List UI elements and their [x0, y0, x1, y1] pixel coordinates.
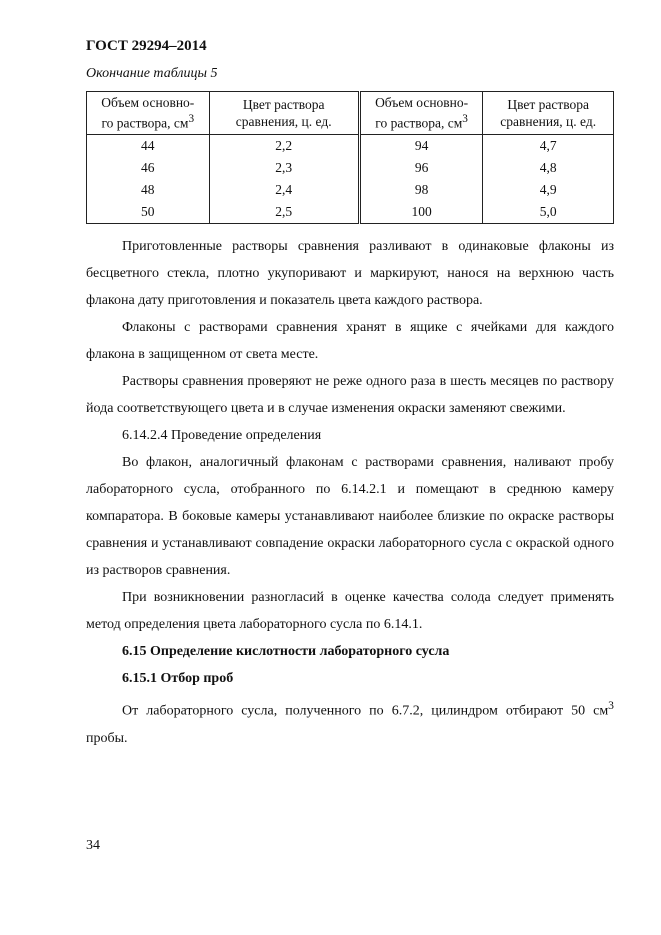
- header-line: Цвет раствора: [507, 96, 590, 112]
- table-cell: 2,5: [209, 201, 359, 224]
- header-cell: [87, 92, 210, 135]
- header-cell: [483, 92, 614, 135]
- table-cell: 48: [87, 179, 210, 201]
- table-cell: 2,4: [209, 179, 359, 201]
- table-cell: 44: [87, 134, 210, 157]
- table-cell: 4,7: [483, 134, 614, 157]
- paragraph: [86, 692, 614, 752]
- section-heading: 6.15 Определение кислотности лабораторного сусла: [122, 644, 450, 659]
- paragraph: При возникновении разногласий в оценке качества солода следует применять метод определения цвета лабораторного сусла по 6.14.1.: [86, 590, 614, 632]
- table-cell: 5,0: [483, 201, 614, 224]
- table-cell: 46: [87, 157, 210, 179]
- table-caption: Окончание таблицы 5: [86, 66, 218, 81]
- table-5: [86, 91, 614, 224]
- document-header: ГОСТ 29294–2014: [86, 38, 207, 54]
- header-line: го раствора, см: [101, 115, 189, 131]
- body-text: [86, 233, 614, 752]
- paragraph: Приготовленные растворы сравнения разливают в одинаковые флаконы из бесцветного стекла, плотно укупоривают и маркируют, нанося на верхнюю часть флакона дату приготовления и показатель цвета каждого раствора.: [86, 239, 614, 308]
- header-line: Цвет раствора: [242, 96, 325, 112]
- page-number: 34: [86, 838, 100, 853]
- table-cell: 4,8: [483, 157, 614, 179]
- table-row: [87, 157, 614, 179]
- header-line: сравнения, ц. ед.: [500, 113, 597, 129]
- paragraph: Флаконы с растворами сравнения хранят в ящике с ячейками для каждого флакона в защищенном от света месте.: [86, 320, 614, 362]
- header-cell: [359, 92, 483, 135]
- table-cell: 4,9: [483, 179, 614, 201]
- table-cell: 100: [359, 201, 483, 224]
- table-cell: 96: [359, 157, 483, 179]
- table-row: [87, 134, 614, 157]
- subsection-heading: 6.14.2.4 Проведение определения: [122, 428, 322, 443]
- header-line: го раствора, см: [375, 115, 463, 131]
- superscript: 3: [608, 699, 614, 712]
- table-cell: 2,2: [209, 134, 359, 157]
- subsection-heading: 6.15.1 Отбор проб: [122, 671, 234, 686]
- header-sup: 3: [188, 113, 195, 125]
- header-line: Объем основно-: [101, 95, 195, 110]
- header-cell: [209, 92, 359, 135]
- table-row: [87, 201, 614, 224]
- paragraph-text: От лабораторного сусла, полученного по 6.7.2, цилиндром отбирают 50 см: [122, 703, 609, 719]
- table-cell: 98: [359, 179, 483, 201]
- table-cell: 50: [87, 201, 210, 224]
- header-line: сравнения, ц. ед.: [235, 113, 332, 129]
- header-line: Объем основно-: [375, 95, 469, 110]
- table-cell: 94: [359, 134, 483, 157]
- header-sup: 3: [462, 113, 468, 125]
- table-cell: 2,3: [209, 157, 359, 179]
- table-row: [87, 179, 614, 201]
- paragraph: Во флакон, аналогичный флаконам с растворами сравнения, наливают пробу лабораторного сусла, отобранного по 6.14.2.1 и помещают в среднюю камеру компаратора. В боковые камеры устанавливают наиболее близкие по окраске растворы сравнения и устанавливают совпадение окраски лабораторного сусла с окраской одного из растворов сравнения.: [86, 455, 614, 578]
- paragraph-text: пробы.: [86, 730, 128, 746]
- table-header-row: [87, 92, 614, 135]
- paragraph: Растворы сравнения проверяют не реже одного раза в шесть месяцев по раствору йода соответствующего цвета и в случае изменения окраски заменяют свежими.: [86, 374, 614, 416]
